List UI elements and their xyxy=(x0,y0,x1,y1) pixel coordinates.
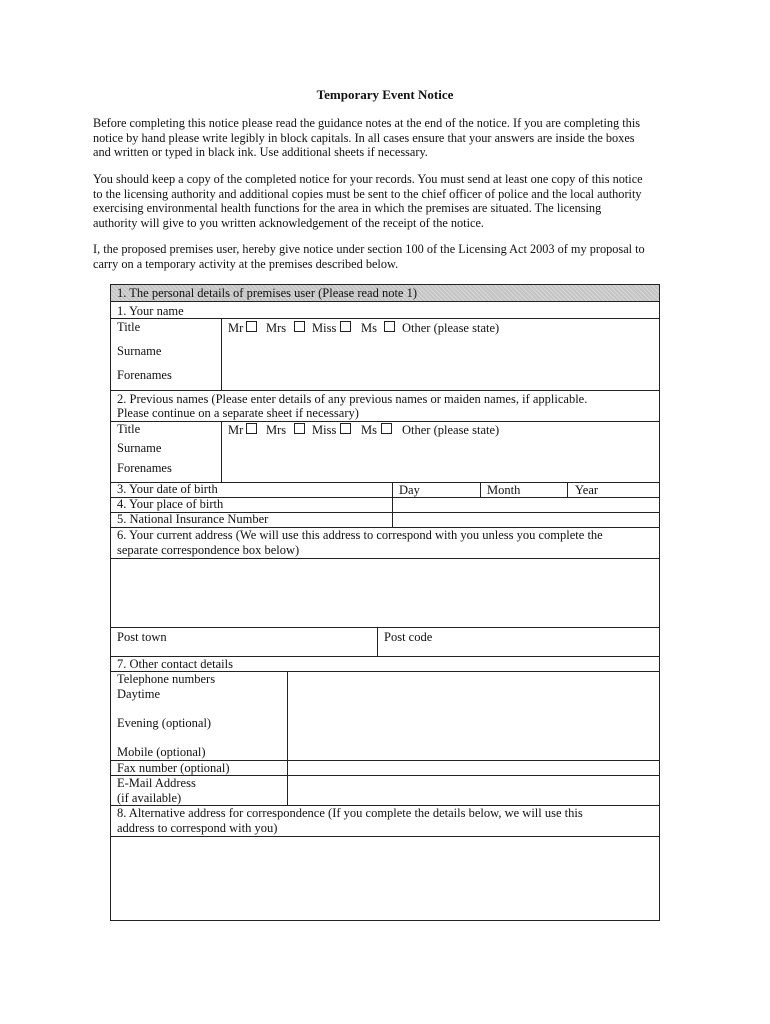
row-divider xyxy=(110,627,660,628)
email-field[interactable] xyxy=(288,776,659,805)
fax-label: Fax number (optional) xyxy=(117,761,230,775)
alt-address-note: address to correspond with you) xyxy=(117,821,278,835)
current-address-label: 6. Your current address (We will use this address to correspond with you unless you complete the xyxy=(117,528,603,542)
contact-details-label: 7. Other contact details xyxy=(117,657,233,671)
mr-checkbox[interactable] xyxy=(246,321,257,332)
previous-names-label: 2. Previous names (Please enter details of any previous names or maiden names, if applicable. xyxy=(117,392,588,406)
previous-name-field[interactable] xyxy=(222,440,659,482)
dob-day-label: Day xyxy=(399,483,420,497)
copy-line: exercising environmental health functions for the area in which the premises are situated. The licensing xyxy=(93,201,602,216)
declaration-line: I, the proposed premises user, hereby give notice under section 100 of the Licensing Act 2003 of my proposal to xyxy=(93,242,645,256)
copy-line: to the licensing authority and additional copies must be sent to the chief officer of police and the local authority xyxy=(93,186,642,201)
telephone-field[interactable] xyxy=(288,672,659,760)
prev-forenames-label: Forenames xyxy=(117,461,172,475)
current-address-field[interactable] xyxy=(111,559,659,627)
post-town-label: Post town xyxy=(117,630,167,644)
current-address-note: separate correspondence box below) xyxy=(117,543,300,557)
row-divider xyxy=(110,301,660,302)
prev-title-label: Title xyxy=(117,422,141,436)
evening-label: Evening (optional) xyxy=(117,716,212,730)
post-code-label: Post code xyxy=(384,630,433,644)
email-note: (if available) xyxy=(117,791,182,805)
row-divider xyxy=(110,421,660,422)
row-divider xyxy=(110,390,660,391)
daytime-label: Daytime xyxy=(117,687,161,701)
prev-option-other-label: Other (please state) xyxy=(402,423,500,437)
section-header: 1. The personal details of premises user (Please read note 1) xyxy=(117,286,418,300)
copy-line: authority will give to you written acknowledgement of the receipt of the notice. xyxy=(93,215,484,230)
prev-option-miss-label: Miss xyxy=(312,423,337,437)
prev-mrs-checkbox[interactable] xyxy=(294,423,305,434)
your-name-label: 1. Your name xyxy=(117,304,184,318)
intro-line: notice by hand please write legibly in block capitals. In all cases ensure that your answers are inside the boxes xyxy=(93,130,635,145)
intro-line: and written or typed in black ink. Use additional sheets if necessary. xyxy=(93,145,428,160)
ni-number-label: 5. National Insurance Number xyxy=(117,512,269,526)
form-border-top xyxy=(110,284,660,285)
row-divider xyxy=(110,318,660,319)
page-title: Temporary Event Notice xyxy=(316,87,454,102)
option-ms-label: Ms xyxy=(361,321,377,335)
prev-mr-checkbox[interactable] xyxy=(246,423,257,434)
prev-option-ms-label: Ms xyxy=(361,423,377,437)
ms-checkbox[interactable] xyxy=(384,321,395,332)
col-divider xyxy=(377,627,378,656)
form-border-bottom xyxy=(110,920,660,921)
ni-number-field[interactable] xyxy=(393,513,659,527)
prev-miss-checkbox[interactable] xyxy=(340,423,351,434)
telephone-label: Telephone numbers xyxy=(117,672,216,686)
alt-address-label: 8. Alternative address for correspondence (If you complete the details below, we will use this xyxy=(117,806,583,820)
intro-paragraph xyxy=(93,116,683,160)
declaration-line: carry on a temporary activity at the premises described below. xyxy=(93,256,399,271)
intro-line: Before completing this notice please read the guidance notes at the end of the notice. If you are completing this xyxy=(93,116,641,130)
copy-paragraph xyxy=(93,172,683,230)
place-of-birth-field[interactable] xyxy=(393,498,659,512)
alt-address-field[interactable] xyxy=(111,837,659,920)
current-name-field[interactable] xyxy=(222,339,659,390)
prev-option-mrs-label: Mrs xyxy=(266,423,287,437)
title-label: Title xyxy=(117,320,141,334)
mrs-checkbox[interactable] xyxy=(294,321,305,332)
col-divider xyxy=(567,482,568,497)
mobile-label: Mobile (optional) xyxy=(117,745,206,759)
prev-option-mr-label: Mr xyxy=(228,423,244,437)
option-miss-label: Miss xyxy=(312,321,337,335)
dob-label: 3. Your date of birth xyxy=(117,482,218,496)
col-divider xyxy=(480,482,481,497)
miss-checkbox[interactable] xyxy=(340,321,351,332)
fax-field[interactable] xyxy=(288,761,659,775)
dob-year-label: Year xyxy=(575,483,599,497)
prev-ms-checkbox[interactable] xyxy=(381,423,392,434)
email-label: E-Mail Address xyxy=(117,776,196,790)
declaration-paragraph xyxy=(93,242,683,271)
previous-names-note: Please continue on a separate sheet if necessary) xyxy=(117,406,359,420)
copy-line: You should keep a copy of the completed notice for your records. You must send at least one copy of this notice xyxy=(93,172,643,186)
option-mr-label: Mr xyxy=(228,321,244,335)
surname-label: Surname xyxy=(117,344,162,358)
forenames-label: Forenames xyxy=(117,368,172,382)
dob-month-label: Month xyxy=(487,483,521,497)
option-mrs-label: Mrs xyxy=(266,321,287,335)
prev-surname-label: Surname xyxy=(117,441,162,455)
form-border-right xyxy=(659,284,660,921)
option-other-label: Other (please state) xyxy=(402,321,500,335)
place-of-birth-label: 4. Your place of birth xyxy=(117,497,224,511)
